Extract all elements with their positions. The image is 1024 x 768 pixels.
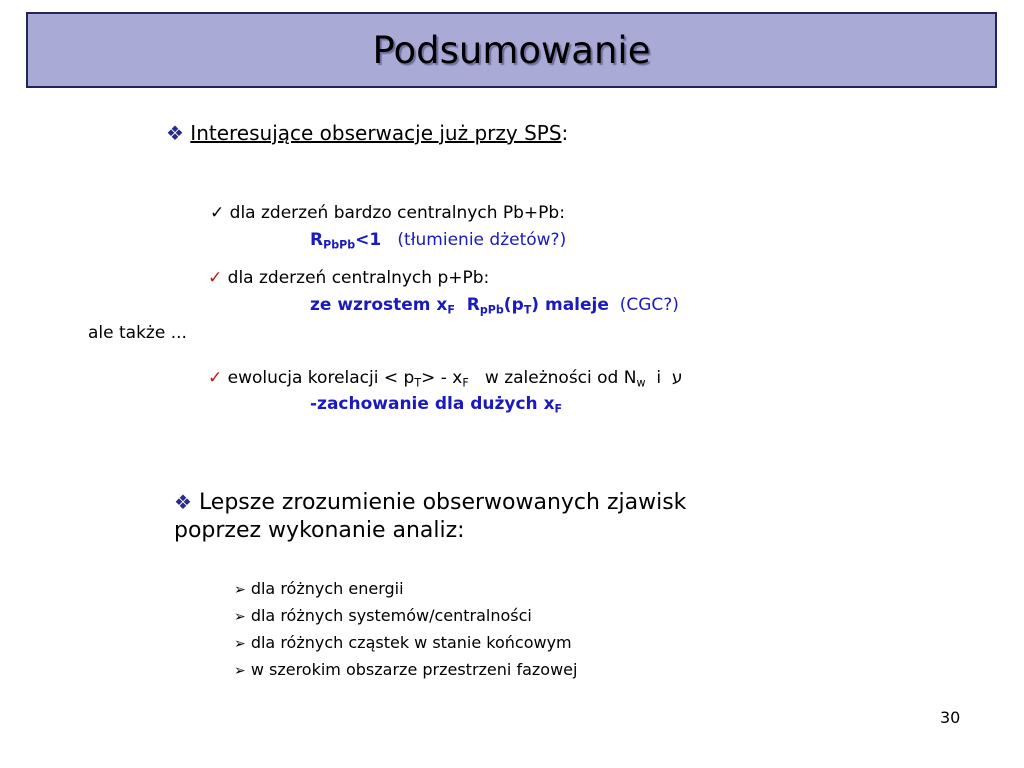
item3-detail xyxy=(310,394,562,414)
arrow-bullet-icon: ➢ xyxy=(234,663,246,679)
arrow-bullet-icon: ➢ xyxy=(234,582,246,598)
section1-heading-line xyxy=(166,121,568,145)
section1-colon: : xyxy=(561,121,569,145)
item1-note: (tłumienie dżetów?) xyxy=(397,230,567,250)
item1-r: $R_{PbPb}<1$ xyxy=(310,230,382,252)
section2-line1: Lepsze zrozumienie obserwowanych zjawisk xyxy=(198,490,687,515)
checkmark-icon: ✓ xyxy=(208,368,223,388)
checkmark-icon: ✓ xyxy=(208,268,223,288)
section2-list xyxy=(234,576,577,684)
item1-line xyxy=(210,203,565,223)
item2-line xyxy=(208,268,489,288)
item2-formula: ze wzrostem $x_F$ $R_{pPb}(p_T)$ maleje xyxy=(310,295,609,317)
also-text: ale także ... xyxy=(88,323,187,343)
item3-line xyxy=(208,368,683,388)
item2-text: dla zderzeń centralnych p+Pb: xyxy=(227,268,490,288)
page-title: Podsumowanie xyxy=(372,28,651,72)
item2-note: (CGC?) xyxy=(619,295,679,315)
item3-text: ewolucja korelacji < $p_T> - x_F$ w zależności od $N_w$ i ע xyxy=(227,368,683,390)
section2-heading xyxy=(174,488,686,545)
list-item: ➢ dla różnych cząstek w stanie końcowym xyxy=(234,633,572,652)
list-item: ➢ dla różnych systemów/centralności xyxy=(234,606,532,625)
section1-heading: Interesujące obserwacje już przy SPS xyxy=(190,121,562,145)
arrow-bullet-icon: ➢ xyxy=(234,636,246,652)
list-item: ➢ w szerokim obszarze przestrzeni fazowej xyxy=(234,660,578,679)
item1-detail xyxy=(310,230,566,250)
item3-line2: -zachowanie dla dużych $x_F$ xyxy=(310,394,563,416)
diamond-bullet-icon: ❖ xyxy=(174,490,192,514)
item1-text: dla zderzeń bardzo centralnych Pb+Pb: xyxy=(229,203,565,223)
checkmark-icon: ✓ xyxy=(210,203,225,223)
arrow-bullet-icon: ➢ xyxy=(234,609,246,625)
diamond-bullet-icon: ❖ xyxy=(166,121,184,145)
list-item: ➢ dla różnych energii xyxy=(234,579,404,598)
page-number: 30 xyxy=(940,708,961,727)
title-banner xyxy=(26,12,997,88)
section2-line2: poprzez wykonanie analiz: xyxy=(174,518,465,543)
item2-detail xyxy=(310,295,679,315)
